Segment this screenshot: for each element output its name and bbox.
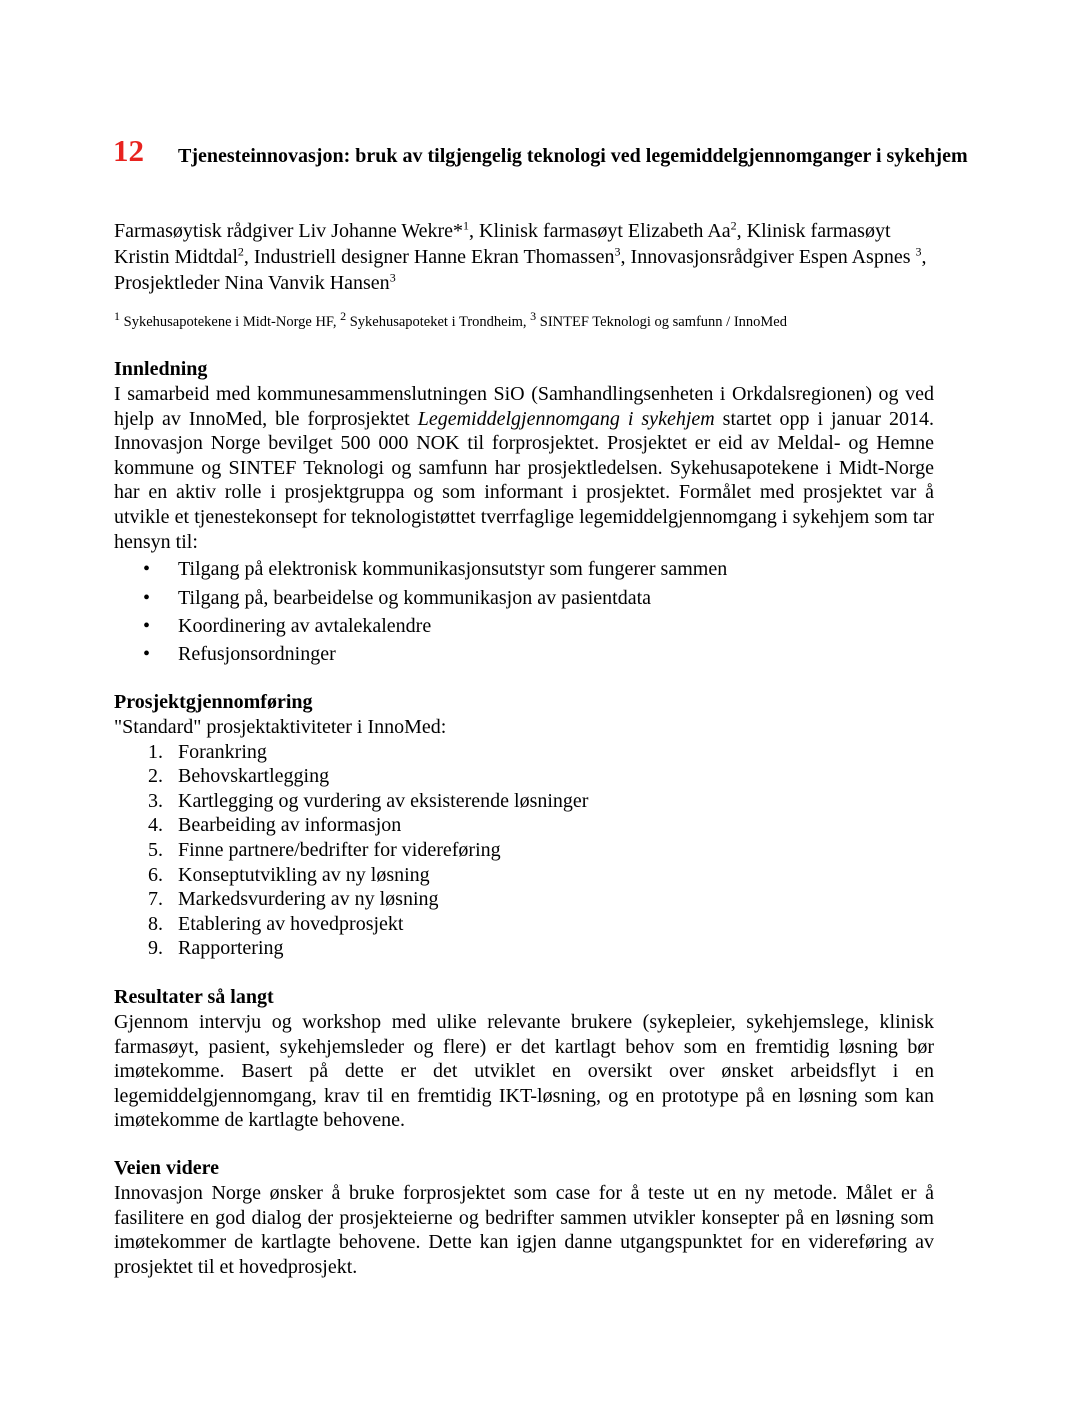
project-name-italic: Legemiddelgjennomgang i sykehjem bbox=[417, 407, 715, 430]
author-6-affiliation-mark: 3 bbox=[389, 270, 396, 285]
section-prosjektgjennomforing bbox=[114, 690, 934, 961]
section-resultater bbox=[114, 985, 934, 1133]
section-veien-videre bbox=[114, 1156, 934, 1279]
section-heading-prosjektgjennomforing: Prosjektgjennomføring bbox=[114, 691, 313, 713]
list-item-number: 7. bbox=[148, 888, 163, 911]
section-heading-innledning: Innledning bbox=[114, 358, 208, 380]
list-item-text: Rapportering bbox=[178, 937, 284, 960]
list-item-text: Finne partnere/bedrifter for videreføring bbox=[178, 838, 501, 861]
paragraph-veien-videre: Innovasjon Norge ønsker å bruke forprosjektet som case for å teste ut en ny metode. Målet er å fasilitere en god dialog der prosjekteierne og bedrifter sammen utvikler konsepter på en løsning som imøtekommer de kartlagte behovene. Dette kan igjen danne utgangspunktet for en videreføring av prosjektet til et hovedprosjekt. bbox=[114, 1182, 934, 1278]
bullet-item-text: Refusjonsordninger bbox=[178, 643, 336, 666]
affiliation-2: Sykehusapoteket i Trondheim, bbox=[346, 314, 531, 330]
bullet-marker: • bbox=[143, 586, 151, 609]
list-item-number: 9. bbox=[148, 937, 163, 960]
list-item-text: Bearbeiding av informasjon bbox=[178, 814, 402, 837]
activities-intro: "Standard" prosjektaktiviteter i InnoMed: bbox=[114, 716, 447, 738]
affiliation-1: Sykehusapotekene i Midt-Norge HF, bbox=[120, 314, 341, 330]
bullet-item-text: Tilgang på, bearbeidelse og kommunikasjon av pasientdata bbox=[178, 586, 652, 609]
paragraph-resultater: Gjennom intervju og workshop med ulike relevante brukere (sykepleier, sykehjemslege, klinisk farmasøyt, pasient, sykehjemsleder og flere) er det kartlagt behov som en fremtidig løsning bør imøtekomme. Basert på dette er det utviklet en oversikt over ønsket arbeidsflyt i en legemiddelgjennomgang, krav til en fremtidig IKT-løsning, og en prototype på en løsning som kan imøtekomme de kartlagte behovene. bbox=[114, 1011, 934, 1132]
list-item-number: 6. bbox=[148, 863, 163, 886]
list-item-number: 2. bbox=[148, 765, 163, 788]
author-4: , Industriell designer Hanne Ekran Thomassen bbox=[243, 246, 615, 268]
list-item bbox=[114, 863, 934, 888]
list-item-text: Konseptutvikling av ny løsning bbox=[178, 863, 430, 886]
affiliation-2-mark: 2 bbox=[340, 309, 347, 324]
affiliation-3-mark: 3 bbox=[530, 309, 537, 324]
chapter-title: Tjenesteinnovasjon: bruk av tilgjengelig teknologi ved legemiddelgjennomganger i sykehjem bbox=[178, 145, 968, 167]
paragraph-innledning-part2: startet opp i januar 2014. Innovasjon Norge bevilget 500 000 NOK til forprosjektet. Prosjektet er eid av Meldal- og Hemne kommune og SINTEF Teknologi og samfunn har prosjektledelsen. Sykehusapotekene i Midt-Norge har en aktiv rolle i prosjektgruppa og som informant i prosjektet. Formålet med prosjektet var å utvikle et tjenestekonsept for teknologistøttet tverrfaglige legemiddelgjennomgang i sykehjem som tar hensyn til: bbox=[114, 407, 934, 553]
bullet-marker: • bbox=[143, 643, 151, 666]
author-2-affiliation-mark: 2 bbox=[730, 218, 737, 233]
list-item-text: Behovskartlegging bbox=[178, 765, 330, 788]
section-heading-veien-videre: Veien videre bbox=[114, 1157, 219, 1179]
bullet-marker: • bbox=[143, 614, 151, 637]
bullet-list bbox=[114, 555, 934, 669]
bullet-marker: • bbox=[143, 558, 151, 581]
bullet-item-text: Tilgang på elektronisk kommunikasjonsutstyr som fungerer sammen bbox=[178, 558, 728, 581]
bullet-item bbox=[114, 555, 934, 583]
paragraph-innledning-part1: I samarbeid med kommunesammenslutningen SiO (Samhandlingsenheten i Orkdalsregionen) og ved hjelp av InnoMed, ble forprosjektet bbox=[114, 383, 934, 430]
list-item bbox=[114, 838, 934, 863]
author-5-affiliation-mark: 3 bbox=[915, 244, 922, 259]
author-1: Farmasøytisk rådgiver Liv Johanne Wekre* bbox=[114, 220, 464, 242]
list-item bbox=[114, 912, 934, 937]
section-innledning bbox=[114, 357, 934, 669]
section-heading-resultater: Resultater så langt bbox=[114, 986, 274, 1008]
chapter-number: 12 bbox=[113, 133, 144, 168]
author-list bbox=[114, 218, 950, 296]
list-item bbox=[114, 740, 934, 765]
list-item-text: Markedsvurdering av ny løsning bbox=[178, 888, 439, 911]
numbered-list bbox=[114, 740, 934, 961]
list-item-text: Etablering av hovedprosjekt bbox=[178, 912, 404, 935]
list-item-number: 4. bbox=[148, 814, 163, 837]
list-item-number: 3. bbox=[148, 789, 163, 812]
affiliation-3: SINTEF Teknologi og samfunn / InnoMed bbox=[536, 314, 787, 330]
affiliation-list bbox=[114, 309, 950, 332]
bullet-item bbox=[114, 584, 934, 612]
affiliation-1-mark: 1 bbox=[114, 309, 120, 324]
list-item bbox=[114, 789, 934, 814]
author-2: , Klinisk farmasøyt Elizabeth Aa bbox=[469, 220, 731, 242]
author-1-affiliation-mark: 1 bbox=[463, 218, 470, 233]
list-item bbox=[114, 936, 934, 961]
list-item bbox=[114, 764, 934, 789]
bullet-item-text: Koordinering av avtalekalendre bbox=[178, 614, 432, 637]
author-5: , Innovasjonsrådgiver Espen Aspnes bbox=[620, 246, 916, 268]
author-4-affiliation-mark: 3 bbox=[614, 244, 621, 259]
list-item bbox=[114, 887, 934, 912]
author-3: , Klinisk farmasøyt Kristin Midtdal bbox=[114, 220, 891, 268]
author-6: , Prosjektleder Nina Vanvik Hansen bbox=[114, 246, 927, 294]
bullet-item bbox=[114, 612, 934, 640]
list-item-number: 1. bbox=[148, 740, 163, 763]
list-item bbox=[114, 813, 934, 838]
list-item-number: 8. bbox=[148, 912, 163, 935]
list-item-text: Forankring bbox=[178, 740, 267, 763]
author-3-affiliation-mark: 2 bbox=[237, 244, 244, 259]
paragraph-innledning bbox=[114, 382, 934, 554]
list-item-text: Kartlegging og vurdering av eksisterende løsninger bbox=[178, 789, 589, 812]
list-item-number: 5. bbox=[148, 838, 163, 861]
bullet-item bbox=[114, 640, 934, 668]
